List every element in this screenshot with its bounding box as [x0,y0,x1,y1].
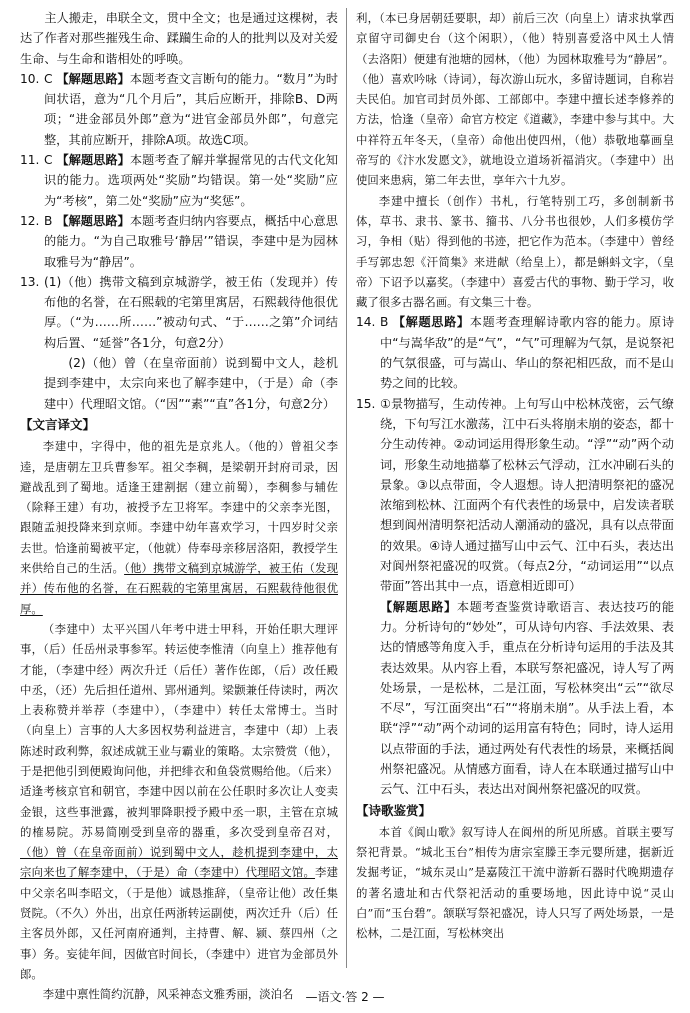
q-number: 10. [20,71,40,86]
q-number: 11. [20,153,40,168]
poem-appreciation: 本首《阆山歌》叙写诗人在阆州的所见所感。首联主要写祭祀背景。“城北玉台”相传为唐宗室滕王李元婴所建，据新近发掘考证，“城东灵山”是嘉陵江干流中游新石器时代晚期遗存的著名遗址和古代祭祀活动的重要场地，因此诗中说“灵山白”而“玉台碧”。颔联写祭祀盛况，诗人只写了两处场景，一是松林，二是江面，写松林突出 [356,824,674,941]
analysis-tag: 【解题思路】 [56,71,130,86]
underlined-sentence: （他）曾（在皇帝面前）说到蜀中文人，趁机提到李建中，太宗向来也了解李建中，（于是）命（李建中）代理昭文馆。 [20,845,338,880]
answer-15-text: ①景物描写，生动传神。上句写山中松林茂密，云气缭绕，下句写江水激荡，江中石头将崩未崩的姿态，都十分生动传神。②动词运用得形象生动。“浮”“动”两个动词，形象生动地描摹了松林云气浮动，江水冲刷石头的景象。③以点带面，令人遐想。诗人把清明祭祀的盛况浓缩到松林、江面两个有代表性的场景中，启发读者联想到阆州清明祭祀活动人潮涌动的盛况，具有以点带面的效果。④诗人通过描写山中云气、江中石头，表达出对阆州祭祀盛况的叹赏。（每点2分，“动词运用”“以点带面”答出其中一点，语意相近即可） [380,396,674,594]
translation-paragraph: 李建中擅长（创作）书札，行笔特别工巧，多创制新书体，草书、隶书、篆书、籀书、八分书也很妙，人们多模仿学习，争相（贴）得到他的书迹，把它作为范本。（李建中）曾经手写郭忠恕《汗简集》来进献（给皇上），都是蝌蚪文字，（皇帝）下诏予以嘉奖。（李建中）喜爱古代的事物、勤于学习，收藏了很多古器名画。有文集三十卷。 [356,193,674,310]
answer-13-part2: (2)（他）曾（在皇帝面前）说到蜀中文人，趁机提到李建中，太宗向来也了解李建中，（于是）命（李建中）代理昭文馆。（“因”“素”“直”各1分，句意2分） [44,356,338,411]
analysis-text: 本题考查鉴赏诗歌语言、表达技巧的能力。分析诗句的“妙处”，可从诗句内容、手法效果、表达的情感等角度入手，重点在分析诗句运用的手法及其表达效果。从内容上看，本联写祭祀盛况，诗人写了两处场景，一是松林，二是江面，写松林突出“云”“欲尽不尽”，写江面突出“石”“将崩未崩”。从手法上看，本联“浮”“动”两个动词的运用富有特色；同时，诗人运用以点带面的手法，通过两处有代表性的场景，来概括阆州祭祀盛况。从情感方面看，诗人在本联通过描写山中云气、江中石头，表达出对阆州祭祀盛况的叹赏。 [380,599,675,797]
q-number: 12. [20,213,40,228]
analysis-text: 本题考查了解并掌握常见的古代文化知识的能力。选项两处“奖励”均错误。第一处“奖励”应为“考核”，第二处“奖励”应为“奖惩”。 [44,153,339,208]
analysis-tag: 【解题思路】 [56,213,130,228]
left-column [20,8,338,1005]
answer-10 [20,69,338,150]
right-column [356,8,674,944]
q-number: 13. [20,274,40,289]
answer-choice: C [44,153,53,168]
translation-paragraph: 李建中禀性简约沉静，风采神态文雅秀丽，淡泊名 [42,987,294,1002]
analysis-tag: 【解题思路】 [56,153,130,168]
analysis-tag: 【解题思路】 [380,599,457,614]
underlined-sentence: （他）携带文稿到京城游学，被王佑（发现并）传布他的名誉，在石熙载的宅第里寓居，石熙载待他很优厚。 [20,561,338,616]
q-number: 14. [356,315,376,330]
analysis-text: 本题考查归纳内容要点，概括中心意思的能力。“为自己取雅号‘静居’”错误，李建中是为园林取雅号为“静居”。 [44,213,338,269]
answer-choice: C [44,71,53,86]
analysis-text: 本题考查理解诗歌内容的能力。原诗中“与嵩华敌”的是“气”，“气”可理解为气氛，是说祭祀的气氛很盛，可与嵩山、华山的祭祀相匹敌，而不是山势之间的比较。 [380,315,675,391]
answer-choice: B [380,315,389,330]
answer-15 [356,394,674,800]
answer-13-part1: (1)（他）携带文稿到京城游学，被王佑（发现并）传布他的名誉，在石熙载的宅第里寓居，石熙载待他很优厚。（“为……所……”被动句式、“于……之第”介词结构后置、“延誉”各1分，句意2分） [44,274,338,350]
q-number: 15. [356,396,376,411]
analysis-tag: 【解题思路】 [392,315,470,330]
translation-continued: 利，（本已身居朝廷要职，却）前后三次（向皇上）请求执掌西京留守司御史台（这个闲职），（他）特别喜爱洛中风土人情（去洛阳）便建有池塘的园林，（他）为园林取雅号为“静居”。（他）喜欢吟咏（诗词），每次游山玩水，多留诗题词，自称岩夫民伯。加官司封员外郎、工部郎中。李建中擅长述李修养的方法，恰逢（皇帝）命官方校定《道藏》，李建中参与其中。大中祥符五年冬天，（皇帝）命他出使四州，（他）恭敬地摹画皇帝写的《汴水发愿文》，就地设立道场祈福消灾。（李建中）出使回来患病，第二年去世，享年六十九岁。 [356,11,674,188]
answer-12 [20,211,338,272]
column-divider [346,8,347,968]
answer-choice: B [44,213,53,228]
section-title-translation: 【文言译文】 [20,416,96,432]
page-footer: —语文·答 2 — [305,990,385,1004]
intro-paragraph: 主人搬走，串联全文，贯中全文；也是通过这棵树，表达了作者对那些摧残生命、蹂躏生命的人的批判以及对关爱生命、与生命和谐相处的呼唤。 [20,11,338,66]
answer-13 [20,272,338,414]
translation-paragraph: 李建中，字得中，他的祖先是京兆人。（他的）曾祖父李逵，是唐朝左卫兵曹参军。祖父李稠，是梁朝开封府司录，因避战乱到了蜀地。适逢王建割据（建立前蜀），李稠参与辅佐（除释王建）有功，被授予左卫将军。李建中的父亲李光图，跟随孟昶投降来到京师。李建中幼年喜欢学习，十四岁时父亲去世。恰逢前蜀被平定，（他就）侍奉母亲移居洛阳，教授学生来供给自己的生活。（他）携带文稿到京城游学，被王佑（发现并）传布他的名誉，在石熙载的宅第里寓居，石熙载待他很优厚。 [20,439,338,616]
analysis-text: 本题考查文言断句的能力。“数月”为时间状语，意为“几个月后”，其后应断开，排除B、D两项；“进金部员外郎”意为“进官金部员外郎”，句意完整，其前应断开，排除A项。故选C项。 [44,71,339,147]
section-title-poem: 【诗歌鉴赏】 [356,802,432,818]
translation-paragraph: （李建中）太平兴国八年考中进士甲科，开始任职大理评事，（后）任岳州录事参军。转运使李惟清（向皇上）推荐他有才能，（李建中经）两次升迁（后任）著作佐郎，（后）改任殿中丞，（还）先后担任道州、郢州通判。梁颢兼任侍读时，两次上表称赞并举荐（李建中），（李建中）转任太常博士。当时（向皇上）言事的人大多因权势利益进言，李建中（却）上表陈述时政利弊，叙述成就王业与霸业的策略。太宗赞赏（他），于是把他引到便殿询问他，并把绯衣和鱼袋赏赐给他。（后来）适逢考核京官和朝官，李建中因以前在公任职时多次让人变卖金银，这些事泄露，被判罪降职授予殿中丞一职，主管在京城的榷易院。苏易简刚受到皇帝的器重，多次受到皇帝召对，（他）曾（在皇帝面前）说到蜀中文人，趁机提到李建中，太宗向来也了解李建中，（于是）命（李建中）代理昭文馆。李建中父亲名叫李昭文，（于是他）诚恳推辞，（皇帝让他）改任集贤院。（不久）外出，出京任两浙转运副使，两次迁升（后）任主客员外郎，又任河南府通判，主持曹、解、颍、蔡四州（之事）务。妄徒年间，因做官时间长，（李建中）进官为金部员外郎。 [20,621,338,981]
answer-14 [356,312,674,393]
answer-11 [20,150,338,211]
